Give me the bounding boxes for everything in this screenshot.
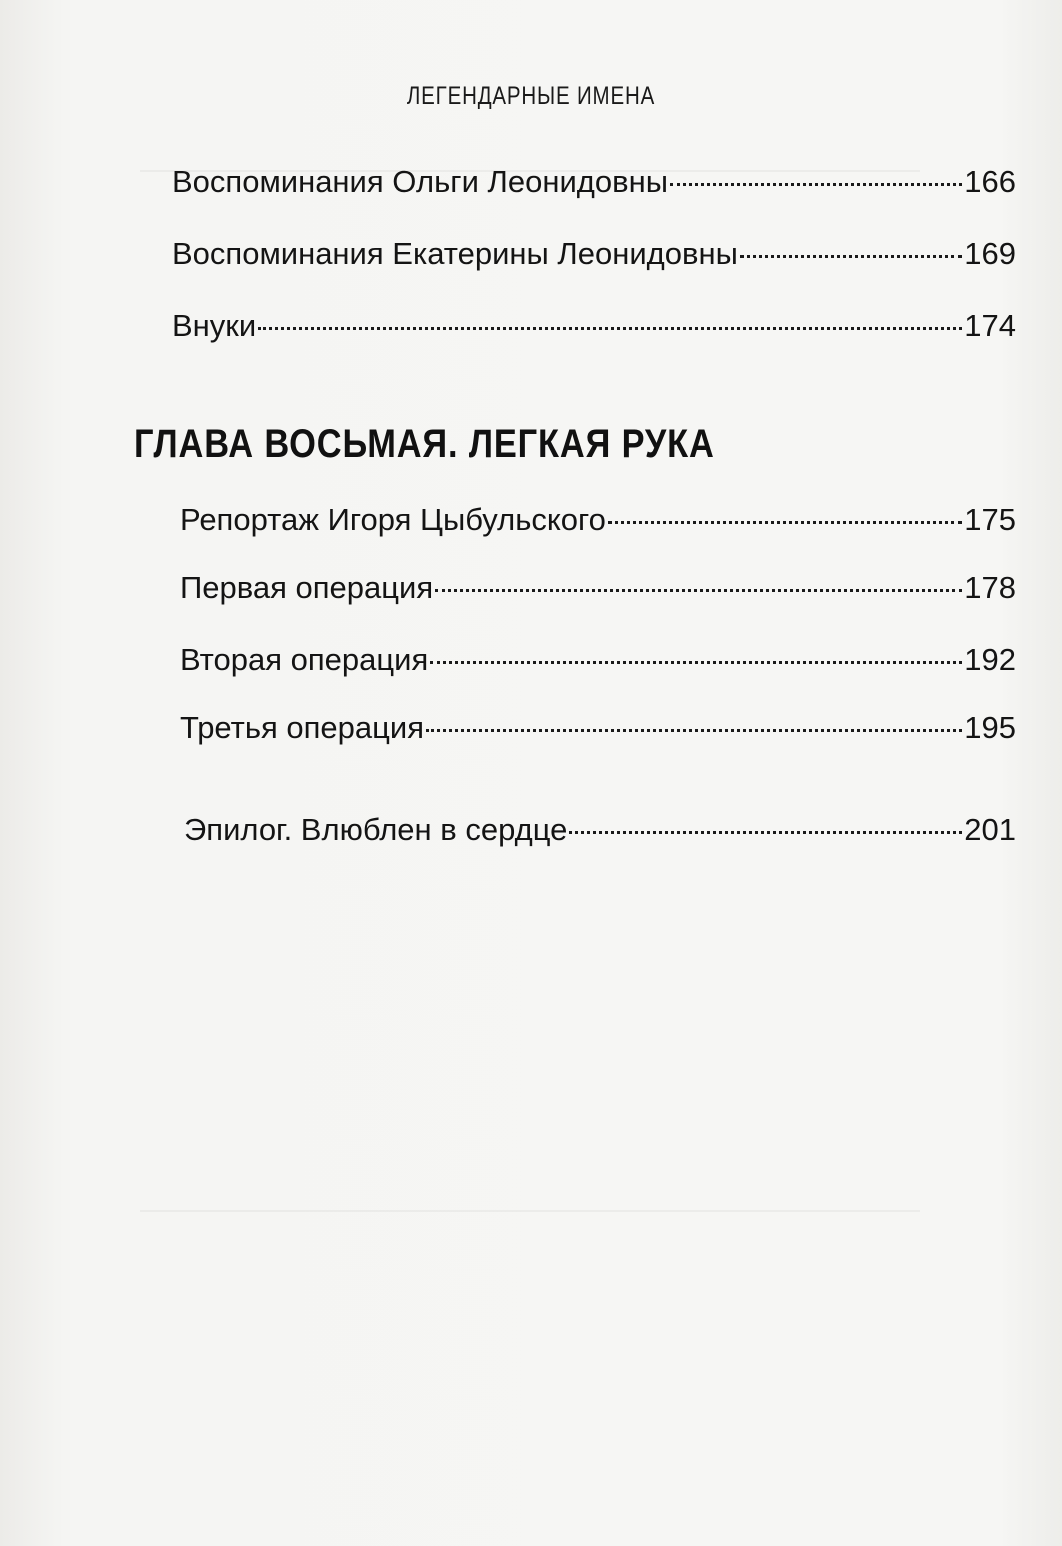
toc-entry (172, 162, 1016, 202)
toc-entry-title: Третья операция (180, 710, 425, 745)
dot-leader (435, 589, 962, 592)
toc-entry-title: Первая операция (180, 570, 434, 605)
dot-leader (258, 327, 962, 330)
dot-leader (426, 729, 962, 732)
show-through-line (140, 1210, 920, 1212)
toc-entry-page: 178 (964, 570, 1016, 605)
dot-leader (740, 255, 962, 258)
toc-entry-title: Репортаж Игоря Цыбульского (180, 502, 606, 537)
dot-leader (569, 831, 962, 834)
toc-entry (180, 708, 1016, 748)
toc-entry-title: Внуки (172, 308, 257, 343)
toc-entry (172, 234, 1016, 274)
dot-leader (670, 183, 962, 186)
running-head: ЛЕГЕНДАРНЫЕ ИМЕНА (406, 82, 656, 110)
toc-entry (180, 500, 1016, 540)
toc-entry-page: 169 (964, 236, 1016, 271)
toc-entry (172, 306, 1016, 346)
chapter-heading: ГЛАВА ВОСЬМАЯ. ЛЕГКАЯ РУКА (134, 422, 715, 466)
toc-entry-title: Вторая операция (180, 642, 429, 677)
dot-leader (430, 661, 962, 664)
toc-entry-title: Воспоминания Ольги Леонидовны (172, 164, 668, 199)
toc-entry (180, 640, 1016, 680)
toc-entry-page: 195 (964, 710, 1016, 745)
toc-entry-page: 166 (964, 164, 1016, 199)
toc-entry-page: 174 (964, 308, 1016, 343)
toc-entry-title: Воспоминания Екатерины Леонидовны (172, 236, 738, 271)
toc-entry-title: Эпилог. Влюблен в сердце (184, 812, 568, 847)
toc-entry-page: 201 (964, 812, 1016, 847)
dot-leader (608, 521, 962, 524)
toc-entry-page: 192 (964, 642, 1016, 677)
toc-entry (180, 568, 1016, 608)
toc-entry (184, 810, 1016, 850)
toc-entry-page: 175 (964, 502, 1016, 537)
